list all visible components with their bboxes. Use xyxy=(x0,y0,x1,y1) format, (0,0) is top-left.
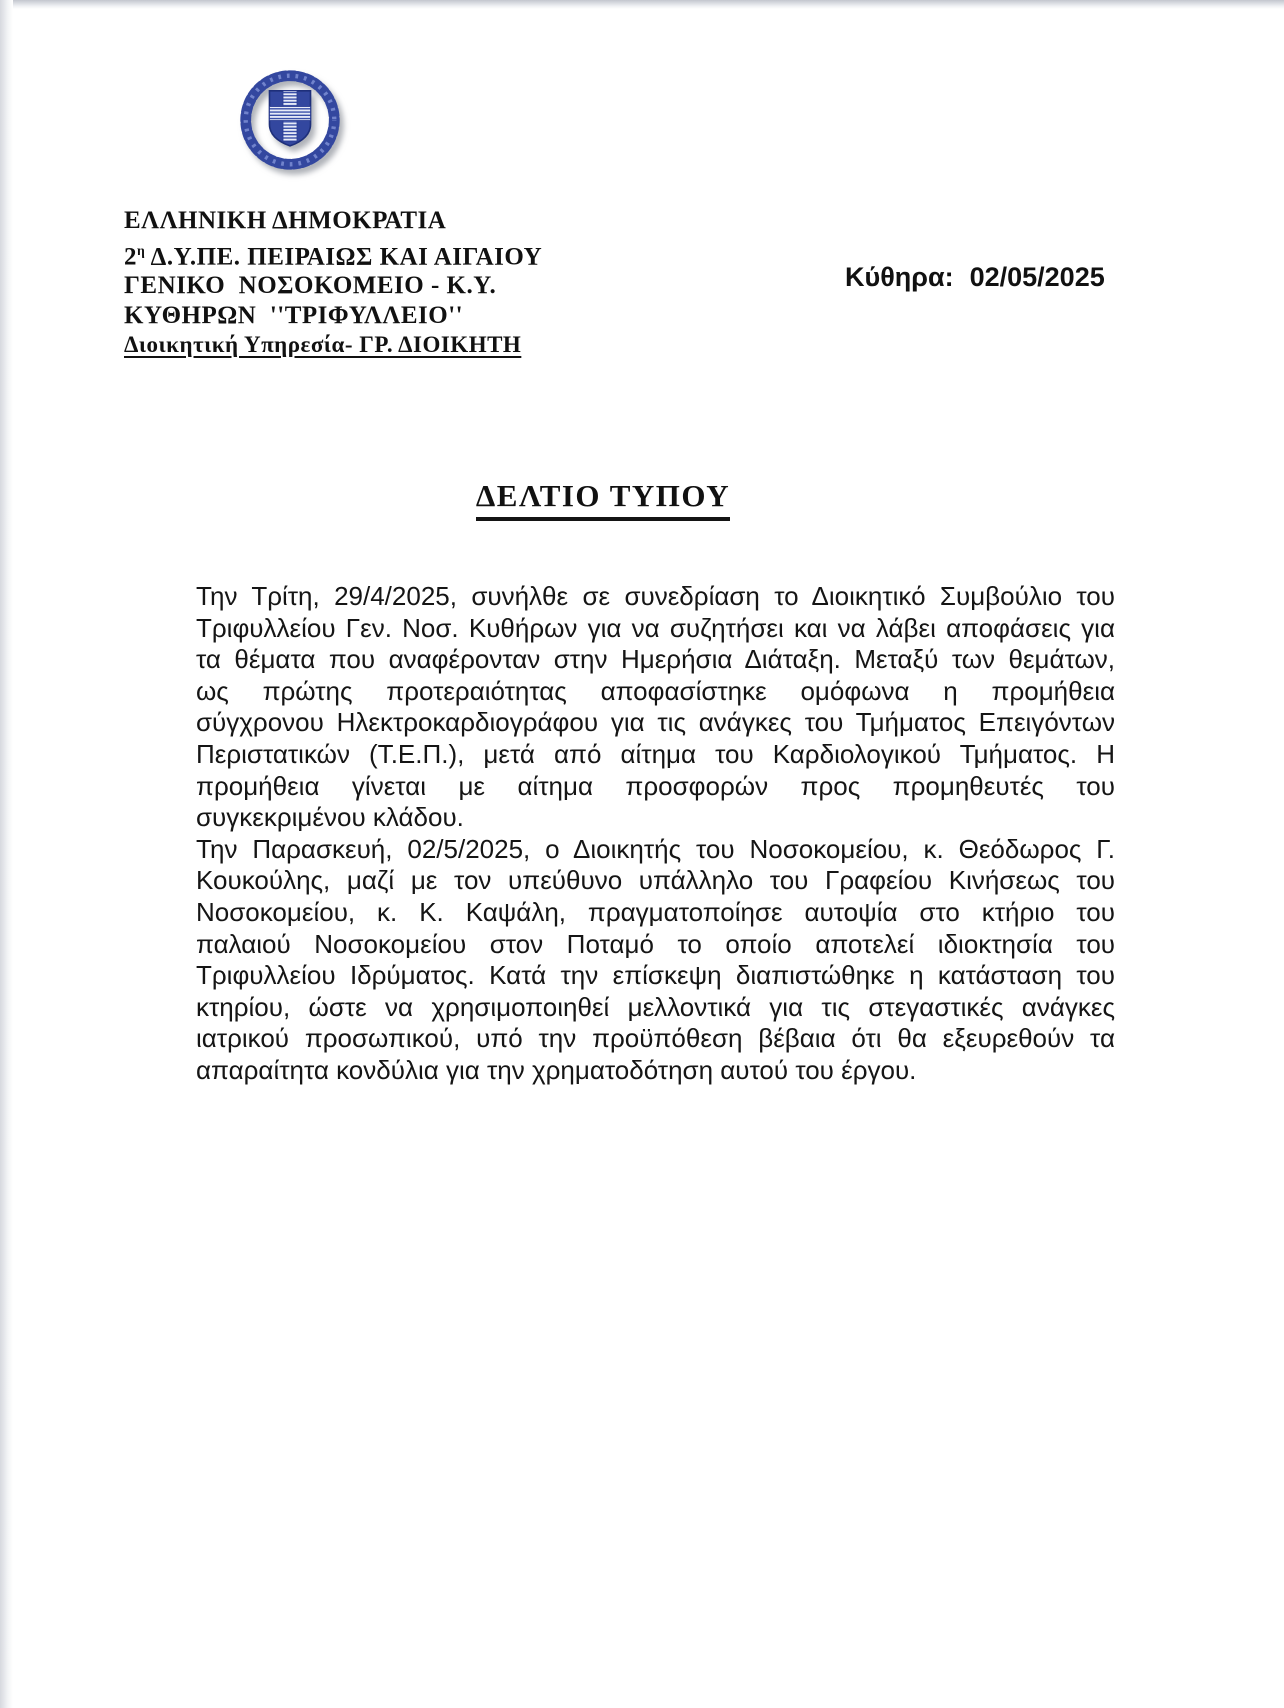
letterhead-line-kythira: ΚΥΘΗΡΩΝ ''ΤΡΙΦΥΛΛΕΙΟ'' xyxy=(124,301,464,329)
body-line: συγκεκριμένου κλάδου. xyxy=(196,802,464,833)
body-text xyxy=(196,581,1115,1087)
body-line: Την Παρασκευή, 02/5/2025, ο Διοικητής του Νοσοκομείου, κ. Θεόδωρος Γ. xyxy=(196,833,1115,864)
body-line: Περιστατικών (Τ.Ε.Π.), μετά από αίτημα του Καρδιολογικού Τμήματος. Η xyxy=(196,738,1115,769)
body-paragraph xyxy=(196,581,1115,834)
place-date-line xyxy=(845,262,1105,293)
scan-edge-top xyxy=(0,0,1284,9)
body-line: Νοσοκομείου, κ. Κ. Καψάλη, πραγματοποίησε αυτοψία στο κτήριο του xyxy=(196,896,1115,927)
body-line: ιατρικού προσωπικού, υπό την προϋπόθεση βέβαια ότι θα εξευρεθούν τα xyxy=(196,1023,1115,1054)
date-value: 02/05/2025 xyxy=(969,262,1105,292)
place-label: Κύθηρα: xyxy=(845,262,954,292)
body-paragraph xyxy=(196,834,1115,1087)
letterhead xyxy=(124,206,542,360)
body-line: τα θέματα που αναφέρονταν στην Ημερήσια Διάταξη. Μεταξύ των θεμάτων, xyxy=(196,644,1115,675)
body-line: Την Τρίτη, 29/4/2025, συνήλθε σε συνεδρίαση το Διοικητικό Συμβούλιο του xyxy=(196,581,1115,611)
body-line: κτηρίου, ώστε να χρησιμοποιηθεί μελλοντικά για τις στεγαστικές ανάγκες xyxy=(196,991,1115,1022)
body-line: Τριφυλλείου Γεν. Νοσ. Κυθήρων για να συζητήσει και να λάβει αποφάσεις για xyxy=(196,612,1115,643)
body-line: Τριφυλλείου Ιδρύματος. Κατά την επίσκεψη διαπιστώθηκε η κατάσταση του xyxy=(196,960,1115,991)
body-line: παλαιού Νοσοκομείου στον Ποταμό το οποίο αποτελεί ιδιοκτησία του xyxy=(196,928,1115,959)
body-line: προμήθεια γίνεται με αίτημα προσφορών προς προμηθευτές του xyxy=(196,770,1115,801)
letterhead-line-dype: $2^\eta$ Δ.Υ.ΠΕ. ΠΕΙΡΑΙΩΣ ΚΑΙ ΑΙΓΑΙΟΥ xyxy=(124,242,543,270)
letterhead-line-department: Διοικητική Υπηρεσία- ΓΡ. ΔΙΟΙΚΗΤΗ xyxy=(124,332,522,358)
scan-edge-left xyxy=(0,0,13,1708)
body-line: Κουκούλης, μαζί με τον υπεύθυνο υπάλληλο του Γραφείου Κινήσεως του xyxy=(196,865,1115,896)
body-line: σύγχρονου Ηλεκτροκαρδιογράφου για τις ανάγκες του Τμήματος Επειγόντων xyxy=(196,707,1115,738)
letterhead-line-republic: ΕΛΛΗΝΙΚΗ ΔΗΜΟΚΡΑΤΙΑ xyxy=(124,207,447,234)
greek-coat-of-arms-icon xyxy=(236,64,344,176)
body-line: απαραίτητα κονδύλια για την χρηματοδότηση αυτού του έργου. xyxy=(196,1054,917,1085)
body-line: ως πρώτης προτεραιότητας αποφασίστηκε ομόφωνα η προμήθεια xyxy=(196,675,1115,706)
title-row xyxy=(0,478,1206,521)
letterhead-line-hospital: ΓΕΝΙΚΟ ΝΟΣΟΚΟΜΕΙΟ - Κ.Υ. xyxy=(124,272,497,300)
page-title: ΔΕΛΤΙΟ ΤΥΠΟΥ xyxy=(476,478,730,521)
